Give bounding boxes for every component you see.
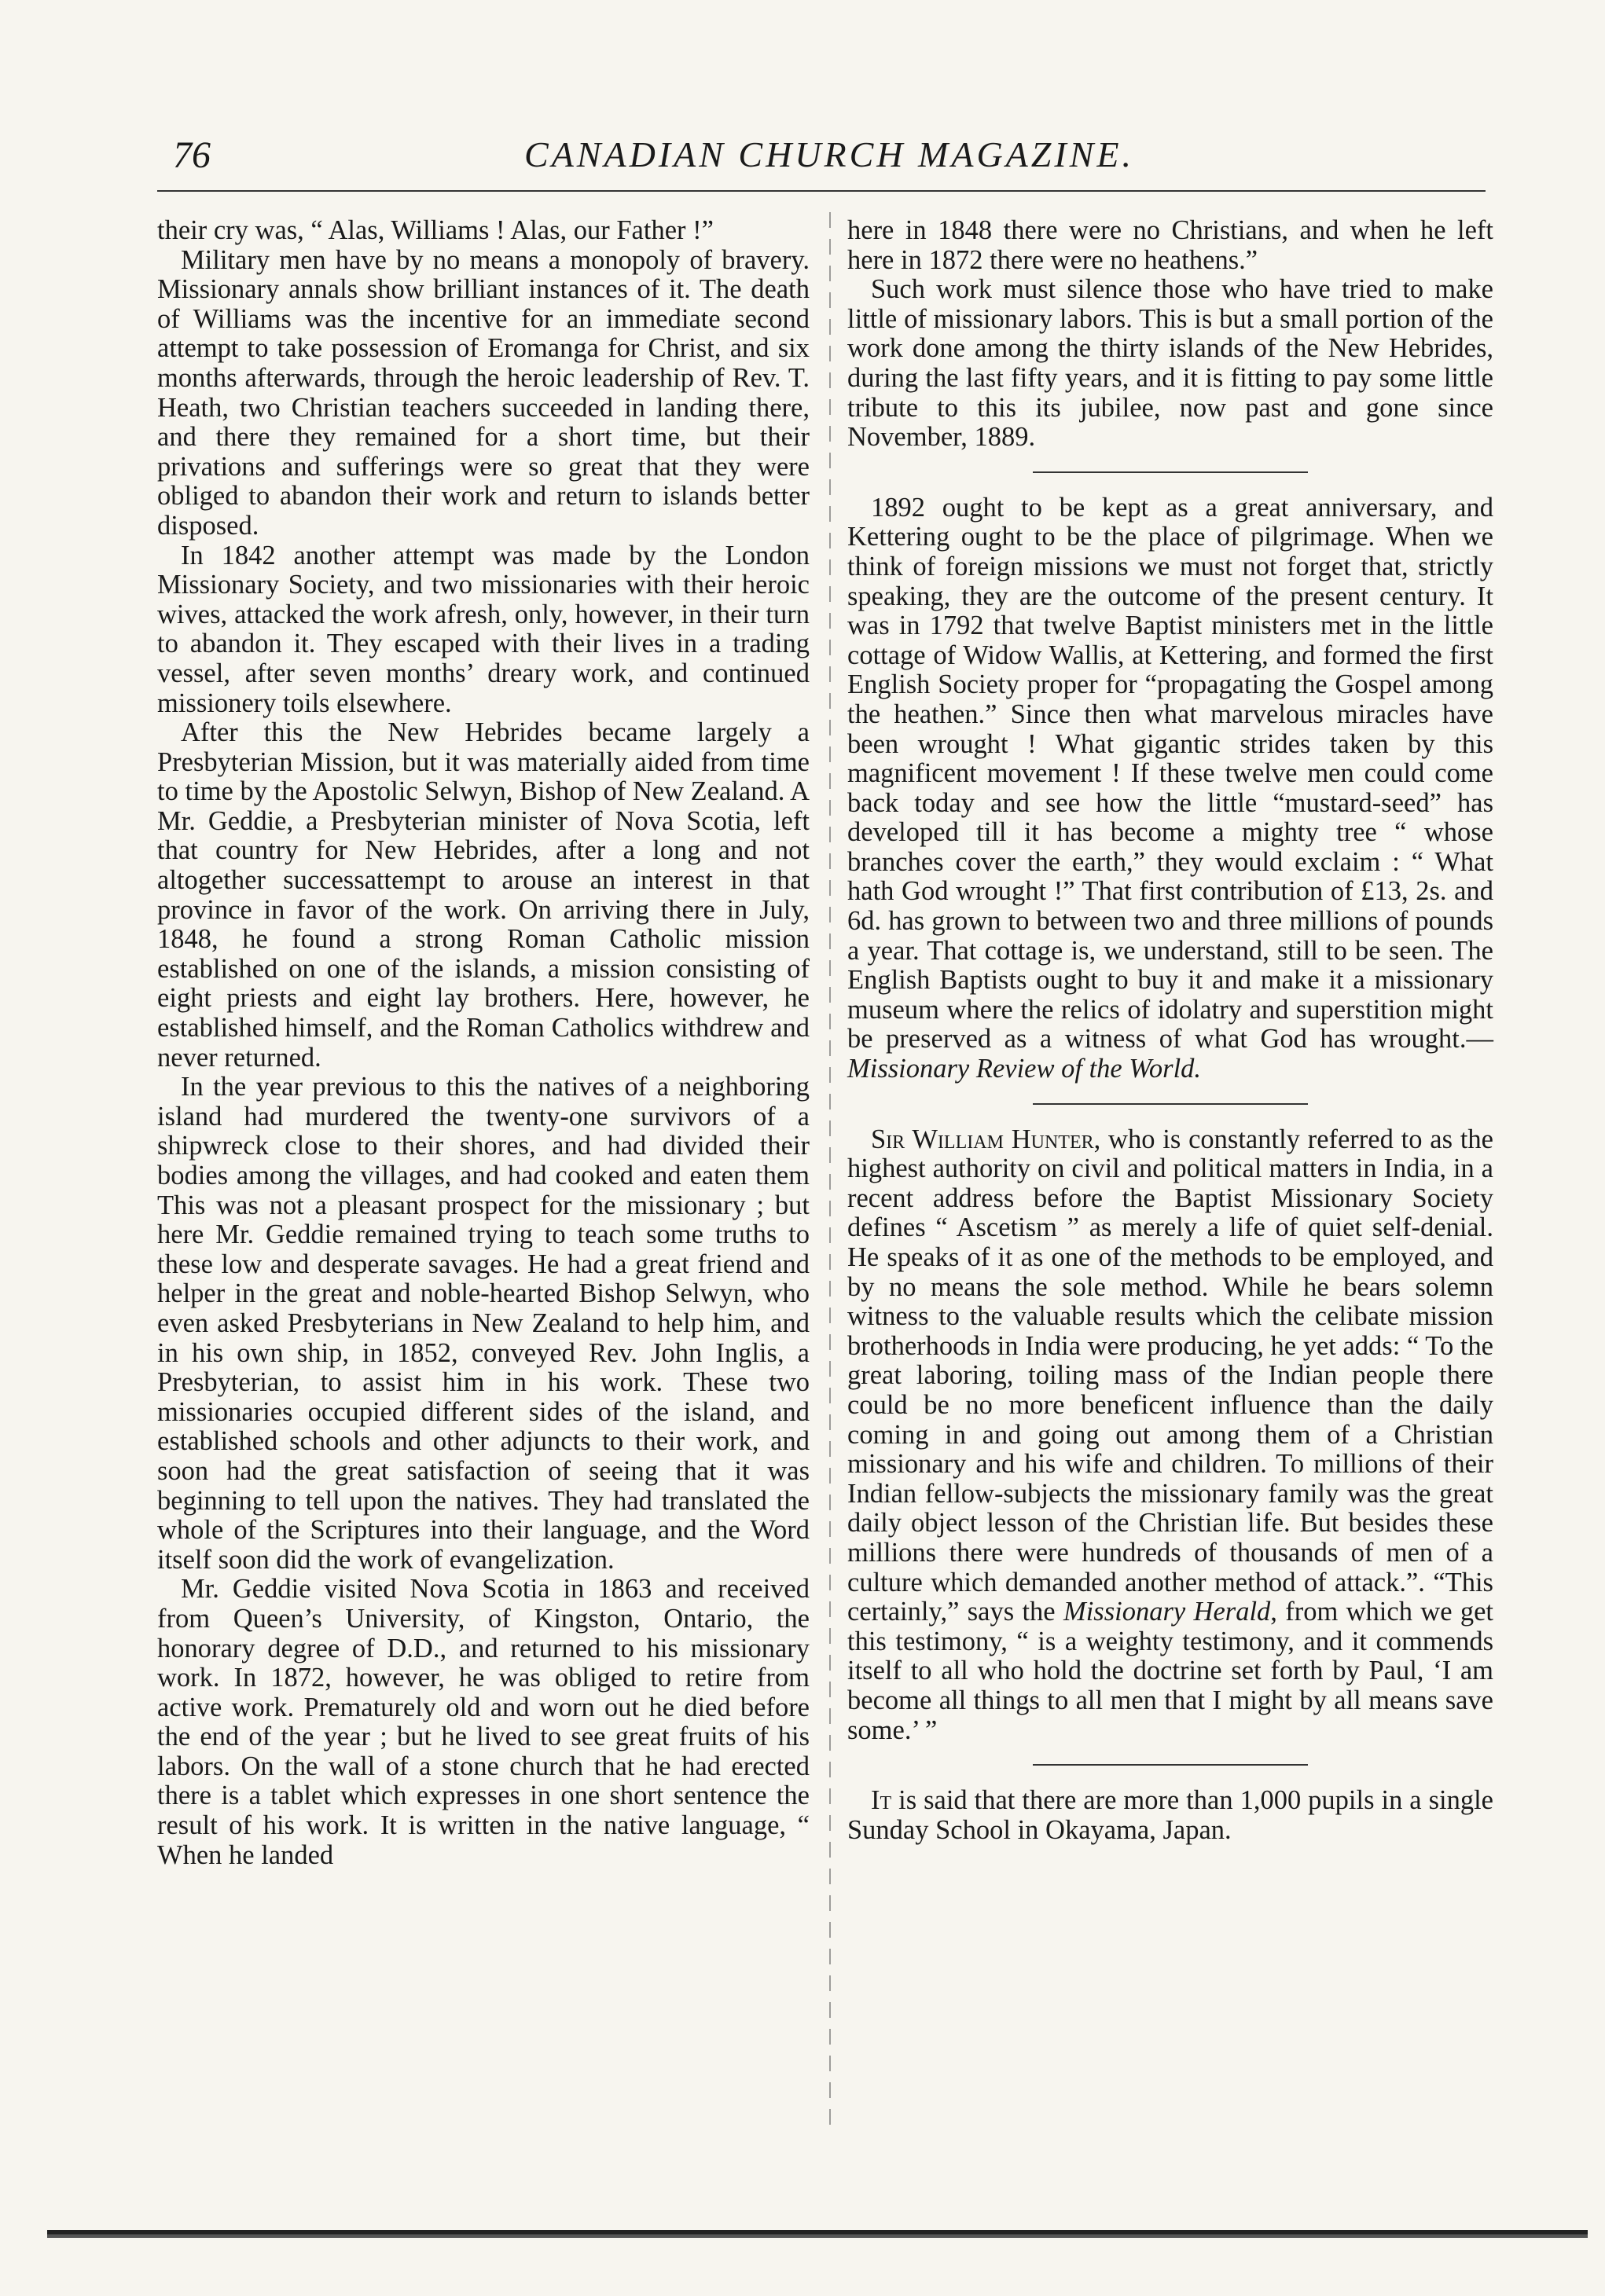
paragraph [847,493,1493,1084]
paragraph-text: , who is constantly referred to as the highest authority on civil and political matters in India, in a recent address before the Baptist Missionary Society defines “ Ascetism ” as merely a life of quiet self-denial. He speaks of it as one of the methods to be employed, and by no means the sole method. While he bears solemn witness to the valuable results which the celibate mission brotherhoods in India were producing, he yet adds: “ To the great laboring, toiling mass of the Indian people there could be no more beneficent influence than the daily coming in and going out among them of a Christian missionary and his wife and children. To millions of their Indian fellow-subjects the missionary family was the great daily object lesson of the Christian life. But besides these millions there were hundreds of thousands of men of a culture which demanded another method of attack.”. “This certainly,” says the [847,1124,1493,1627]
paragraph: Military men have by no means a monopoly of bravery. Missionary annals show brilliant instances of it. The death of Williams was the incentive for an immediate second attempt to take possession of Eromanga for Christ, and six months afterwards, through the heroic leadership of Rev. T. Heath, two Christian teachers succeeded in landing there, and there they remained for a short time, but their privations and sufferings were so great that they were obliged to abandon their work and return to islands better disposed. [157,244,810,541]
paragraph: After this the New Hebrides became largely a Presbyterian Mission, but it was materially aided from time to time by the Apostolic Selwyn, Bishop of New Zealand. A Mr. Geddie, a Presbyterian minister of Nova Scotia, left that country for New Hebrides, after a long and not altogether successattempt to arouse an interest in that province in favor of the work. On arriving there in July, 1848, he found a strong Roman Catholic mission established on one of the islands, a mission consisting of eight priests and eight lay brothers. Here, however, he established himself, and the Roman Catholics withdrew and never returned. [157,717,810,1073]
paragraph [847,1125,1493,1745]
paragraph: their cry was, “ Alas, Williams ! Alas, our Father !” [157,215,714,245]
right-column [847,216,1493,1845]
column-divider [829,212,831,2129]
bottom-rule [47,2230,1588,2238]
lead-in: It [871,1785,892,1816]
paragraph: here in 1848 there were no Christians, and when he left here in 1872 there were no heathens.” [847,215,1493,275]
left-column [157,216,810,1870]
paragraph: In the year previous to this the natives of a neighboring island had murdered the twenty-one survivors of a shipwreck close to their shores, and had divided their bodies among the villages, and had cooked and eaten them This was not a pleasant prospect for the missionary ; but here Mr. Geddie remained trying to teach some truths to these low and desperate savages. He had a great friend and helper in the great and noble-hearted Bishop Selwyn, who even asked Presbyterians in New Zealand to help him, and in his own ship, in 1852, conveyed Rev. John Inglis, a Presbyterian, to assist him in his work. These two missionaries occupied different sides of the island, and established schools and other adjuncts to their work, and soon had the great satisfaction of seeing that it was beginning to tell upon the natives. They had translated the whole of the Scriptures into their language, and the Word itself soon did the work of evangelization. [157,1072,810,1575]
page-number: 76 [173,134,211,176]
paragraph: Such work must silence those who have tried to make little of missionary labors. This is but a small portion of the work done among the thirty islands of the New Hebrides, during the last fifty years, and it is fitting to pay some little tribute to this its jubilee, now past and gone since November, 1889. [847,274,1493,453]
section-separator [1033,1103,1308,1105]
paragraph: In 1842 another attempt was made by the London Missionary Society, and two missionaries with their heroic wives, attacked the work afresh, only, however, in their turn to abandon it. They escaped with their lives in a trading vessel, after seven months’ dreary work, and continued missionery toils elsewhere. [157,540,810,718]
source-citation: Missionary Review of the World. [847,1054,1202,1084]
paragraph: Mr. Geddie visited Nova Scotia in 1863 and received from Queen’s University, of Kingston, Ontario, the honorary degree of D.D., and returned to his missionary work. In 1872, however, he was obliged to retire from active work. Prematurely old and worn out he died before the end of the year ; but he lived to see great fruits of his labors. On the wall of a stone church that he had erected there is a tablet which expresses in one short sentence the result of his work. It is written in the native language, “ When he landed [157,1574,810,1870]
paragraph-text: , from which we get this testimony, “ is a weighty testimony, and it commends itself to all who hold the doctrine set forth by Paul, ‘I am become all things to all men that I might by all means save some.’ ” [847,1597,1493,1745]
section-separator [1033,471,1308,473]
paragraph-text: 1892 ought to be kept as a great anniversary, and Kettering ought to be the place of pilgrimage. When we think of foreign missions we must not forget that, strictly speaking, they are the outcome of the present century. It was in 1792 that twelve Baptist ministers met in the little cottage of Widow Wallis, at Kettering, and formed the first English Society proper for “propagating the Gospel among the heathen.” Since then what marvelous miracles have been wrought ! What gigantic strides taken by this magnificent movement ! If these twelve men could come back today and see how the little “mustard-seed” has developed till it has become a mighty tree “ whose branches cover the earth,” they would exclaim : “ What hath God wrought !” That first contribution of £13, 2s. and 6d. has grown to between two and three millions of pounds a year. That cottage is, we understand, still to be seen. The English Baptists ought to buy it and make it a missionary museum where the relics of idolatry and superstition might be preserved as a witness of what God has wrought.— [847,492,1493,1054]
header-rule [157,190,1486,192]
section-separator [1033,1764,1308,1766]
lead-in: Sir William Hunter [871,1124,1094,1154]
publication-title: Missionary Herald [1063,1597,1271,1627]
page-header [173,134,1486,189]
paragraph-text: is said that there are more than 1,000 pupils in a single Sunday School in Okayama, Japan. [847,1785,1493,1845]
paragraph [847,1786,1493,1845]
running-title: CANADIAN CHURCH MAGAZINE. [524,134,1134,174]
